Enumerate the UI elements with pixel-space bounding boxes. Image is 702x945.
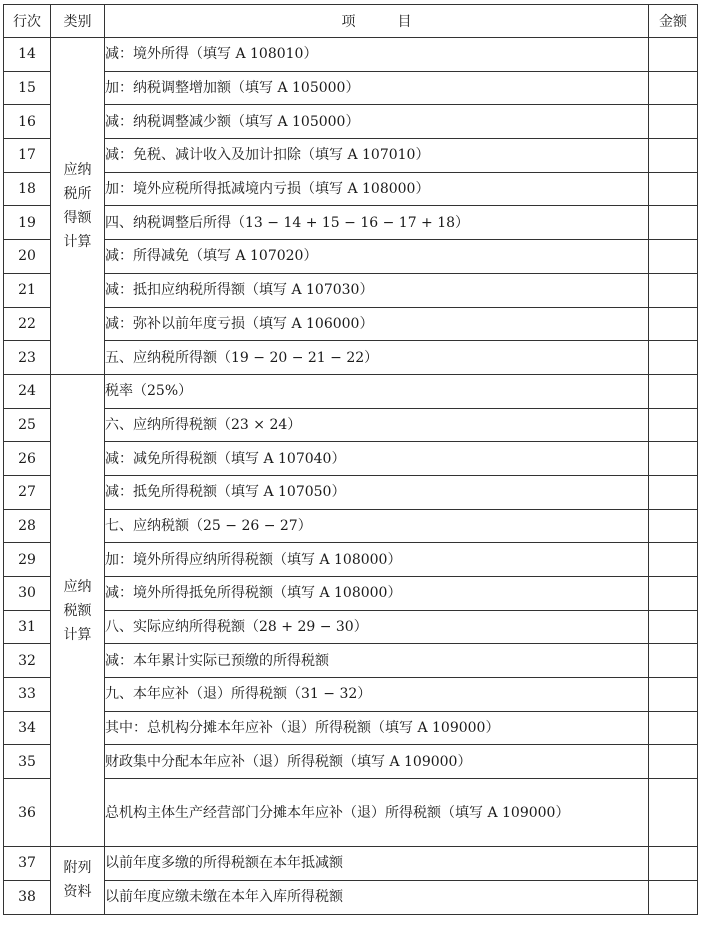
- category-tax-payable: [51, 374, 105, 846]
- category-line: 得额: [63, 209, 92, 226]
- category-line: 税额: [63, 602, 92, 619]
- amount-cell[interactable]: [649, 408, 698, 442]
- row-item: 加：境外所得应纳所得税额（填写 A 108000）: [105, 543, 649, 577]
- row-item: 减：所得减免（填写 A 107020）: [105, 240, 649, 274]
- category-line: 资料: [63, 884, 92, 901]
- category-line: 应纳: [63, 578, 92, 595]
- row-item: 七、应纳税额（25 − 26 − 27）: [105, 509, 649, 543]
- table-row: [4, 880, 698, 914]
- table-row: [4, 475, 698, 509]
- header-item: 项 目: [105, 5, 649, 38]
- table-row: [4, 543, 698, 577]
- category-line: 计算: [63, 626, 92, 643]
- table-row: [4, 577, 698, 611]
- amount-cell[interactable]: [649, 475, 698, 509]
- row-item: 税率（25%）: [105, 374, 649, 408]
- row-number: 14: [4, 38, 51, 72]
- amount-cell[interactable]: [649, 172, 698, 206]
- row-item: 八、实际应纳所得税额（28 + 29 − 30）: [105, 610, 649, 644]
- row-number: 34: [4, 711, 51, 745]
- amount-cell[interactable]: [649, 779, 698, 847]
- amount-cell[interactable]: [649, 307, 698, 341]
- row-number: 28: [4, 509, 51, 543]
- table-row: [4, 105, 698, 139]
- row-number: 16: [4, 105, 51, 139]
- amount-cell[interactable]: [649, 273, 698, 307]
- amount-cell[interactable]: [649, 543, 698, 577]
- table-row: [4, 307, 698, 341]
- row-number: 35: [4, 745, 51, 779]
- row-number: 25: [4, 408, 51, 442]
- amount-cell[interactable]: [649, 442, 698, 476]
- row-number: 18: [4, 172, 51, 206]
- header-category: 类别: [51, 5, 105, 38]
- row-item: 减：境外所得（填写 A 108010）: [105, 38, 649, 72]
- table-row: [4, 139, 698, 173]
- row-number: 17: [4, 139, 51, 173]
- row-number: 26: [4, 442, 51, 476]
- row-number: 36: [4, 779, 51, 847]
- category-line: 应纳: [63, 161, 92, 178]
- amount-cell[interactable]: [649, 711, 698, 745]
- row-item: 减：免税、减计收入及加计扣除（填写 A 107010）: [105, 139, 649, 173]
- row-item: 减：境外所得抵免所得税额（填写 A 108000）: [105, 577, 649, 611]
- row-item: 六、应纳所得税额（23 × 24）: [105, 408, 649, 442]
- table-row: [4, 408, 698, 442]
- row-number: 37: [4, 847, 51, 881]
- amount-cell[interactable]: [649, 38, 698, 72]
- amount-cell[interactable]: [649, 139, 698, 173]
- table-row: [4, 847, 698, 881]
- table-row: [4, 442, 698, 476]
- table-row: [4, 172, 698, 206]
- row-item: 其中：总机构分摊本年应补（退）所得税额（填写 A 109000）: [105, 711, 649, 745]
- row-item: 加：境外应税所得抵减境内亏损（填写 A 108000）: [105, 172, 649, 206]
- category-line: 税所: [63, 185, 92, 202]
- table-row: [4, 711, 698, 745]
- amount-cell[interactable]: [649, 206, 698, 240]
- table-row: [4, 678, 698, 712]
- category-line: 计算: [63, 233, 92, 250]
- table-row: [4, 38, 698, 72]
- amount-cell[interactable]: [649, 509, 698, 543]
- row-item: 减：抵免所得税额（填写 A 107050）: [105, 475, 649, 509]
- table-row: [4, 341, 698, 375]
- category-line: 附列: [63, 860, 92, 877]
- table-row: [4, 206, 698, 240]
- row-item: 减：减免所得税额（填写 A 107040）: [105, 442, 649, 476]
- table-row: [4, 779, 698, 847]
- table-row: [4, 374, 698, 408]
- row-item: 加：纳税调整增加额（填写 A 105000）: [105, 71, 649, 105]
- amount-cell[interactable]: [649, 105, 698, 139]
- row-item: 以前年度多缴的所得税额在本年抵减额: [105, 847, 649, 881]
- row-number: 38: [4, 880, 51, 914]
- table-row: [4, 644, 698, 678]
- table-row: [4, 610, 698, 644]
- amount-cell[interactable]: [649, 847, 698, 881]
- row-number: 21: [4, 273, 51, 307]
- row-item: 五、应纳税所得额（19 − 20 − 21 − 22）: [105, 341, 649, 375]
- row-number: 22: [4, 307, 51, 341]
- row-item: 减：弥补以前年度亏损（填写 A 106000）: [105, 307, 649, 341]
- tax-return-table: [3, 4, 698, 915]
- amount-cell[interactable]: [649, 577, 698, 611]
- row-item: 四、纳税调整后所得（13 − 14 + 15 − 16 − 17 + 18）: [105, 206, 649, 240]
- row-number: 31: [4, 610, 51, 644]
- header-row: [4, 5, 698, 38]
- row-item: 以前年度应缴未缴在本年入库所得税额: [105, 880, 649, 914]
- row-number: 15: [4, 71, 51, 105]
- row-item: 财政集中分配本年应补（退）所得税额（填写 A 109000）: [105, 745, 649, 779]
- row-number: 32: [4, 644, 51, 678]
- row-item: 减：本年累计实际已预缴的所得税额: [105, 644, 649, 678]
- table-row: [4, 240, 698, 274]
- amount-cell[interactable]: [649, 644, 698, 678]
- row-number: 24: [4, 374, 51, 408]
- table-row: [4, 273, 698, 307]
- amount-cell[interactable]: [649, 745, 698, 779]
- category-appendix: [51, 847, 105, 914]
- amount-cell[interactable]: [649, 678, 698, 712]
- table-row: [4, 745, 698, 779]
- row-number: 19: [4, 206, 51, 240]
- row-number: 30: [4, 577, 51, 611]
- amount-cell[interactable]: [649, 374, 698, 408]
- row-number: 29: [4, 543, 51, 577]
- header-row-no: 行次: [4, 5, 51, 38]
- amount-cell[interactable]: [649, 880, 698, 914]
- category-taxable-income: [51, 38, 105, 375]
- header-amount: 金额: [649, 5, 698, 38]
- amount-cell[interactable]: [649, 610, 698, 644]
- row-number: 33: [4, 678, 51, 712]
- row-number: 23: [4, 341, 51, 375]
- row-item: 总机构主体生产经营部门分摊本年应补（退）所得税额（填写 A 109000）: [105, 779, 649, 847]
- table-row: [4, 509, 698, 543]
- row-number: 20: [4, 240, 51, 274]
- amount-cell[interactable]: [649, 71, 698, 105]
- table-row: [4, 71, 698, 105]
- row-number: 27: [4, 475, 51, 509]
- row-item: 减：抵扣应纳税所得额（填写 A 107030）: [105, 273, 649, 307]
- row-item: 九、本年应补（退）所得税额（31 − 32）: [105, 678, 649, 712]
- amount-cell[interactable]: [649, 341, 698, 375]
- amount-cell[interactable]: [649, 240, 698, 274]
- row-item: 减：纳税调整减少额（填写 A 105000）: [105, 105, 649, 139]
